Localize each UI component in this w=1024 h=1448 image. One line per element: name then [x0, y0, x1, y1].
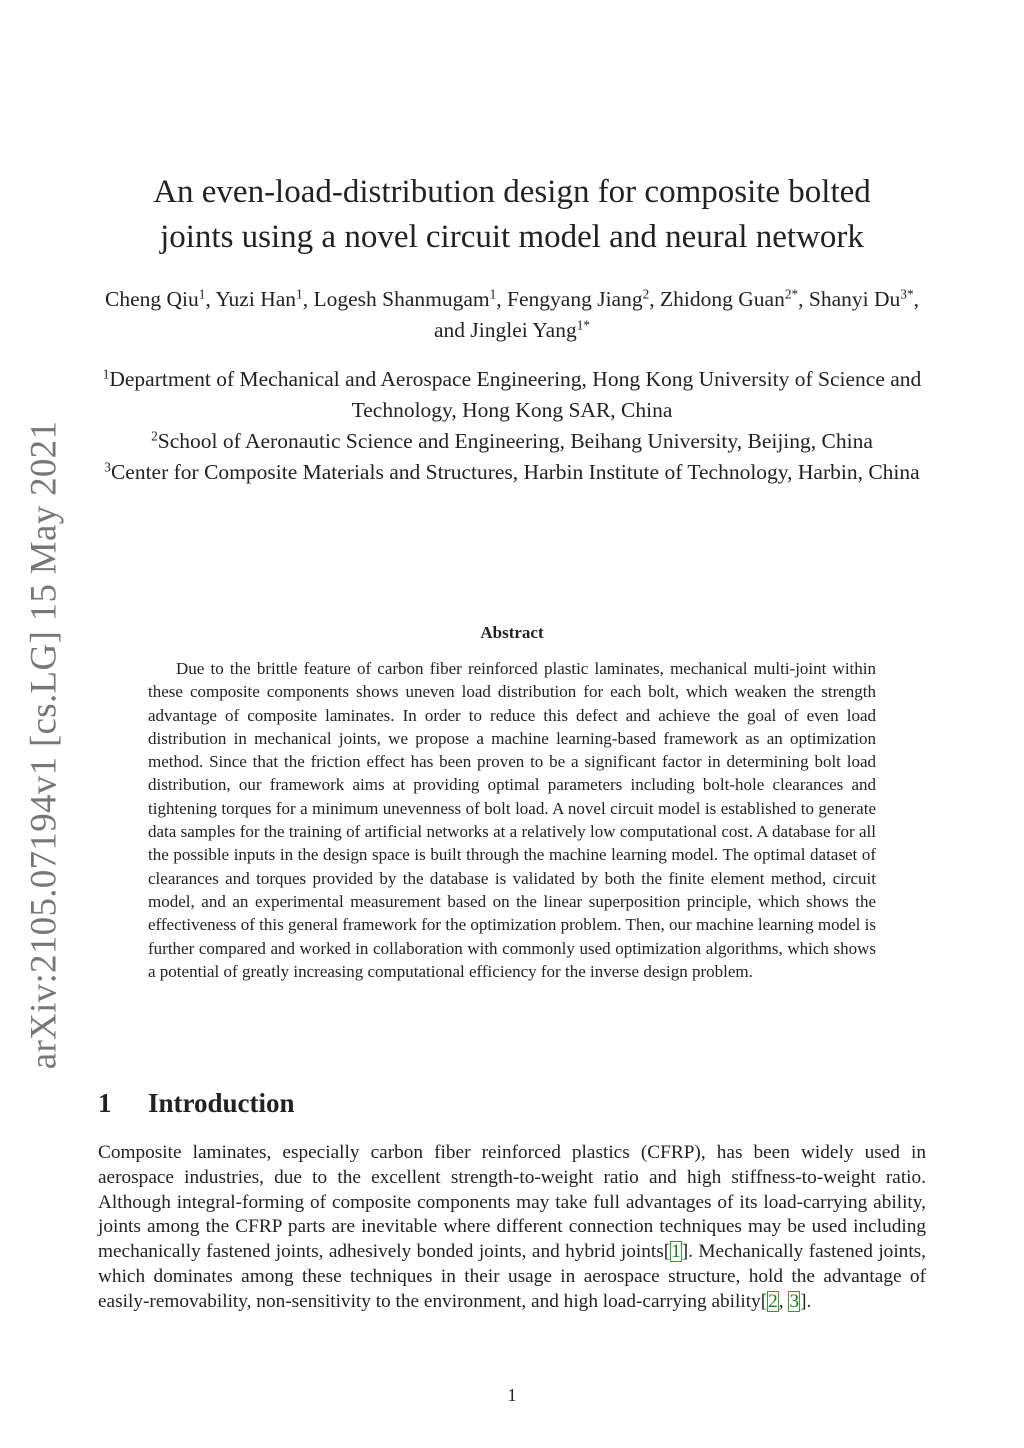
title-line-1: An even-load-distribution design for composite bolted [153, 174, 871, 210]
section-heading [98, 1088, 295, 1119]
affiliation-mark: 1 [102, 366, 110, 382]
author-separator: , [649, 287, 661, 311]
abstract-heading: Abstract [480, 623, 544, 642]
affiliation-text: Center for Composite Materials and Structures, Harbin Institute of Technology, Harbin, China [110, 460, 920, 484]
page-number: 1 [507, 1385, 517, 1405]
author-affil-mark: 1* [576, 317, 591, 333]
title-line-2: joints using a novel circuit model and neural network [160, 219, 864, 255]
affiliation-list [100, 364, 924, 488]
citation-link[interactable]: 3 [789, 1290, 800, 1312]
author-list [100, 284, 924, 346]
affiliation-2 [100, 426, 924, 457]
author-name: Fengyang Jiang [507, 287, 643, 311]
affiliation-mark: 2 [151, 428, 158, 444]
author-name: Yuzi Han [215, 287, 297, 311]
author-affil-mark: 2 [642, 286, 650, 302]
intro-text: . [806, 1290, 812, 1312]
author-name: Logesh Shanmugam [313, 287, 490, 311]
section-title: Introduction [148, 1088, 295, 1118]
author-name: Zhidong Guan [660, 287, 785, 311]
affiliation-mark: 3 [104, 459, 111, 475]
author-affil-mark: 2* [784, 286, 799, 302]
author-separator: , [302, 287, 314, 311]
author-separator: , [798, 287, 809, 311]
intro-text: . Mechanically fastened joints, which dominates among these techniques in their usage in aerospace structure, hold the advantage of easily-removability, non-sensitivity to the environment, and high load-carrying ability [98, 1241, 926, 1312]
affiliation-1 [100, 364, 924, 426]
author-separator: , and [433, 287, 919, 342]
author-affil-mark: 1 [296, 286, 303, 302]
intro-text: Composite laminates, especially carbon fiber reinforced plastics (CFRP), has been widely used in aerospace industries, due to the excellent strength-to-weight ratio and high stiffness-to-weight ratio. Although integral-forming of composite components may take full advantages of its load-carrying ability, joints among the CFRP parts are inevitable where different connection techniques may be used including mechanically fastened joints, adhesively bonded joints, and hybrid joints [98, 1142, 926, 1263]
author-name: Shanyi Du [808, 287, 901, 311]
author-name: Cheng Qiu [105, 287, 199, 311]
affiliation-text: School of Aeronautic Science and Engineering, Beihang University, Beijing, China [157, 429, 873, 453]
arxiv-identifier: arXiv:2105.07194v1 [cs.LG] 15 May 2021 [23, 420, 65, 1070]
author-affil-mark: 1 [489, 286, 497, 302]
abstract-text: Due to the brittle feature of carbon fiber reinforced plastic laminates, mechanical multi-joint within these composite components shows uneven load distribution for each bolt, which weaken the strength advantage of composite laminates. In order to reduce this defect and achieve the goal of even load distribution in mechanical joints, we propose a machine learning-based framework as an optimization method. Since that the friction effect has been proven to be a significant factor in determining bolt load distribution, our framework aims at providing optimal parameters including bolt-hole clearances and tightening torques for a minimum unevenness of bolt load. A novel circuit model is established to generate data samples for the training of artificial networks at a relatively low computational cost. A database for all the possible inputs in the design space is built through the machine learning model. The optimal dataset of clearances and torques provided by the database is validated by both the finite element method, circuit model, and an experimental measurement based on the linear superposition principle, which shows the effectiveness of this general framework for the optimization problem. Then, our machine learning model is further compared and worked in collaboration with commonly used optimization algorithms, which shows a potential of greatly increasing computational efficiency for the inverse design problem. [148, 659, 876, 981]
section-number: 1 [98, 1088, 112, 1118]
author-separator: , [496, 287, 508, 311]
affiliation-text: Department of Mechanical and Aerospace Engineering, Hong Kong University of Science and Technology, Hong Kong SAR, China [109, 367, 922, 422]
author-affil-mark: 3* [900, 286, 914, 302]
paper-title [100, 170, 924, 260]
affiliation-3 [100, 457, 924, 488]
author-affil-mark: 1 [198, 286, 206, 302]
author-separator: , [205, 287, 216, 311]
citation-link[interactable]: 1 [671, 1241, 681, 1263]
introduction-paragraph: Composite laminates, especially carbon fiber reinforced plastics (CFRP), has been widely used in aerospace industries, due to the excellent strength-to-weight ratio and high stiffness-to-weight ratio. Although integral-forming of composite components may take full advantages of its load-carrying ability, joints among the CFRP parts are inevitable where different connection techniques may be used including mechanically fastened joints, adhesively bonded joints, and hybrid joints[1]. Mechanically fastened joints, which dominates among these techniques in their usage in aerospace structure, hold the advantage of easily-removability, non-sensitivity to the environment, and high load-carrying ability[2, 3]. [98, 1142, 926, 1312]
author-name: Jinglei Yang [470, 318, 577, 342]
citation-link[interactable]: 2 [768, 1290, 778, 1312]
